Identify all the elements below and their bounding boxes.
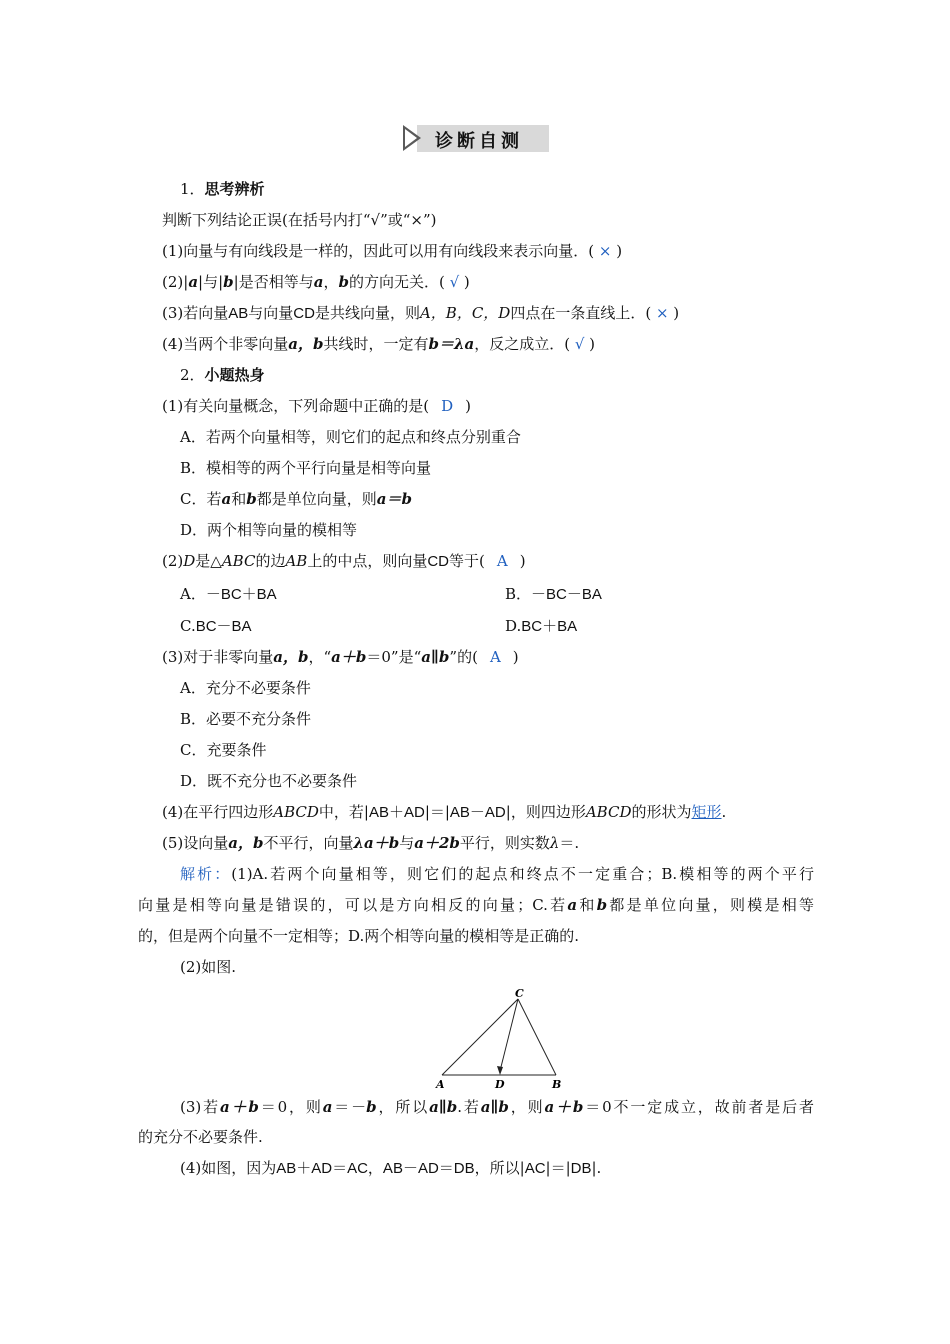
q-text: ，“ <box>308 648 332 666</box>
option-2-1-A: A．若两个向量相等，则它们的起点和终点分别重合 <box>180 428 521 446</box>
sol-text: 向量是相等向量是错误的，可以是方向相反的向量；C.若 <box>138 896 568 914</box>
opt-label: C. <box>180 617 196 635</box>
opt-label: B． <box>505 585 532 603</box>
vectors-ab: a <box>313 273 324 291</box>
sol-text: (3)若 <box>180 1098 220 1116</box>
label-A: A <box>436 1078 445 1091</box>
vector-expr: AC <box>524 1160 546 1177</box>
label-D: D <box>495 1078 505 1091</box>
opt-text: 和 <box>231 490 247 508</box>
q-text: 平行，则实数 <box>459 834 550 852</box>
q-text: 上的中点，则向量 <box>307 552 428 570</box>
q-text: ＝. <box>559 834 580 852</box>
q-text: (3)若向量 <box>162 304 229 322</box>
solution-line-2 <box>138 895 814 915</box>
q-text: 四点在一条直线上．( <box>510 304 656 322</box>
solution-line-7 <box>180 1158 601 1179</box>
vector-CD: CD <box>427 553 450 570</box>
heading-text: 小题热身 <box>204 366 265 384</box>
vector-a: a <box>221 490 232 508</box>
question-2-5 <box>162 833 579 853</box>
vector-expr: b <box>366 1098 377 1116</box>
section2-heading <box>180 365 265 385</box>
q-text: ＝0”是“ <box>366 648 422 666</box>
solution-line-5 <box>138 1097 814 1117</box>
sol-text: (4)如图，因为 <box>180 1159 277 1177</box>
q-text: ， <box>323 273 339 291</box>
answer: √ <box>449 273 460 291</box>
q-text: ) <box>584 335 596 353</box>
equation: a＋b <box>331 648 367 666</box>
option-2-1-C <box>180 489 412 509</box>
opt-label: D. <box>505 617 522 635</box>
vector-b: b <box>596 896 608 914</box>
solution-line-1 <box>138 864 814 884</box>
q-text: (5)设向量 <box>162 834 229 852</box>
q-text: ) <box>459 273 470 291</box>
q-text: ) <box>519 552 526 570</box>
q-text: (4)在平行四边形 <box>162 803 274 821</box>
heading-number: 2． <box>180 366 205 384</box>
q-text: ) <box>465 397 471 415</box>
sol-text: (1)A.若两个向量相等，则它们的起点和终点不一定重合；B.模相等的两个平行 <box>231 865 814 883</box>
heading-number: 1． <box>180 180 205 198</box>
vector-a: a <box>188 273 199 291</box>
quad-ABCD: ABCD <box>273 803 319 821</box>
q-text: 是△ <box>195 552 222 570</box>
quad-ABCD: ABCD <box>585 803 632 821</box>
vector-a: a <box>567 896 578 914</box>
solution-line-6: 的充分不必要条件. <box>138 1128 263 1146</box>
option-2-2-D <box>505 616 577 637</box>
opt-expr: －BC＋BA <box>205 586 277 603</box>
vector-b: b <box>223 273 234 291</box>
parallel-expr: a∥b <box>421 648 450 666</box>
opt-expr: BC＋BA <box>521 618 578 635</box>
lambda: λ <box>549 834 560 852</box>
question-1-3 <box>162 303 679 324</box>
option-2-2-A <box>180 584 277 605</box>
question-2-4 <box>162 802 726 823</box>
question-1-4 <box>162 334 595 354</box>
sol-text: ，所以 <box>376 1098 430 1116</box>
point-D: D <box>183 552 196 570</box>
option-2-3-C: C．充要条件 <box>180 741 267 759</box>
vectors-ab: a，b <box>288 335 324 353</box>
question-1-2 <box>162 272 470 292</box>
q-text: 的形状为 <box>631 803 692 821</box>
heading-text: 思考辨析 <box>204 180 265 198</box>
q-text: 与向量 <box>248 304 294 322</box>
answer: A <box>496 552 508 570</box>
triangle-ABC: ABC <box>221 552 256 570</box>
section1-intro: 判断下列结论正误(在括号内打“√”或“×”) <box>162 211 437 229</box>
opt-expr: －BC－BA <box>531 586 602 603</box>
equation: b＝λa <box>428 335 475 353</box>
opt-expr: BC－BA <box>195 618 252 635</box>
q-text: (3)对于非零向量 <box>162 648 274 666</box>
vectors-ab: b <box>338 273 349 291</box>
option-2-1-D: D．两个相等向量的模相等 <box>180 521 358 539</box>
q-text: (2)| <box>162 273 189 291</box>
side-BC-line <box>518 999 556 1075</box>
vector-expr: λa＋b <box>353 834 400 852</box>
q-text: 的方向无关．( <box>348 273 450 291</box>
side-AB: AB <box>285 552 308 570</box>
vector-expr: a＋2b <box>414 834 460 852</box>
answer: √ <box>574 335 585 353</box>
triangle-figure <box>430 985 570 1095</box>
vector-AB: AB <box>228 305 249 322</box>
sol-text: ，所以| <box>474 1159 525 1177</box>
q-text: 的边 <box>255 552 286 570</box>
q-text: |＝| <box>424 803 450 821</box>
vector-CD: CD <box>293 305 315 322</box>
opt-text: C．若 <box>180 490 222 508</box>
q-text: 是共线向量，则 <box>314 304 420 322</box>
option-2-3-A: A．充分不必要条件 <box>180 679 311 697</box>
answer: D <box>441 397 454 415</box>
q-text: . <box>721 803 727 821</box>
option-2-2-B <box>505 584 602 605</box>
option-2-2-C <box>180 616 252 637</box>
vector-expr: AB＋AD＝AC，AB－AD＝DB <box>276 1160 475 1177</box>
side-AC-line <box>442 999 518 1075</box>
sol-text: 和 <box>577 896 597 914</box>
sol-text: |＝| <box>545 1159 571 1177</box>
answer: A <box>489 648 501 666</box>
solution-line-4: (2)如图. <box>180 958 237 976</box>
question-2-3 <box>162 647 519 667</box>
q-text: 不平行，向量 <box>263 834 354 852</box>
vector-expr: a＋b <box>219 1098 259 1116</box>
vectors-ab: a，b <box>273 648 309 666</box>
vector-expr: a＋b <box>544 1098 584 1116</box>
label-C: C <box>515 987 524 1000</box>
q-text: |与| <box>198 273 224 291</box>
vector-expr: DB <box>570 1160 592 1177</box>
q-text: (4)当两个非零向量 <box>162 335 289 353</box>
q-text: ，反之成立．( <box>474 335 575 353</box>
sol-text: 都是单位向量，则模是相等 <box>607 896 814 914</box>
option-2-1-B: B．模相等的两个平行向量是相等向量 <box>180 459 432 477</box>
q-text: ) <box>512 648 519 666</box>
q-text: ) <box>611 242 623 260</box>
vector-expr: a <box>322 1098 333 1116</box>
sol-text: .若 <box>457 1098 481 1116</box>
q-text: 中，若| <box>318 803 369 821</box>
q-text: 与 <box>399 834 415 852</box>
sol-text: ＝0不一定成立，故前者是后者 <box>583 1098 814 1116</box>
opt-text: 都是单位向量，则 <box>256 490 377 508</box>
vector-CD-arrowhead <box>497 1066 503 1075</box>
points: A，B，C，D <box>419 304 511 322</box>
q-text: ”的( <box>449 648 478 666</box>
question-2-1 <box>162 396 471 416</box>
vector-CD-line <box>500 999 518 1071</box>
vector-b: b <box>246 490 257 508</box>
vector-expr: AB＋AD <box>368 804 425 821</box>
answer: × <box>598 242 612 260</box>
answer: 矩形 <box>691 803 722 821</box>
vector-expr: a∥b <box>480 1098 509 1116</box>
opt-label: A． <box>180 585 206 603</box>
q-text: ) <box>668 304 680 322</box>
equation: a＝b <box>376 490 412 508</box>
question-2-2 <box>162 551 526 572</box>
vector-expr: a∥b <box>429 1098 458 1116</box>
option-2-3-B: B．必要不充分条件 <box>180 710 312 728</box>
q-text: (1)向量与有向线段是一样的，因此可以用有向线段来表示向量．( <box>162 242 599 260</box>
option-2-3-D: D．既不充分也不必要条件 <box>180 772 358 790</box>
question-1-1 <box>162 241 622 261</box>
sol-text: ＝0，则 <box>258 1098 323 1116</box>
solution-line-3: 的，但是两个向量不一定相等；D.两个相等向量的模相等是正确的. <box>138 927 580 945</box>
q-text: |，则四边形 <box>505 803 586 821</box>
sol-text: ＝－ <box>332 1098 367 1116</box>
q-text: 共线时，一定有 <box>323 335 429 353</box>
sol-text: |. <box>591 1159 602 1177</box>
section-banner <box>403 125 549 152</box>
solution-label: 解析： <box>180 865 232 883</box>
label-B: B <box>552 1078 562 1091</box>
vectors-ab: a，b <box>228 834 264 852</box>
q-text: (1)有关向量概念，下列命题中正确的是( <box>162 397 430 415</box>
q-text: |是否相等与 <box>233 273 314 291</box>
section1-heading <box>180 179 265 199</box>
q-text: (2) <box>162 552 184 570</box>
banner-arrow-inner-icon <box>405 129 417 147</box>
vector-expr: AB－AD <box>449 804 506 821</box>
answer: × <box>655 304 669 322</box>
sol-text: ，则 <box>508 1098 545 1116</box>
banner-title: 诊断自测 <box>435 131 523 152</box>
q-text: 等于( <box>449 552 485 570</box>
